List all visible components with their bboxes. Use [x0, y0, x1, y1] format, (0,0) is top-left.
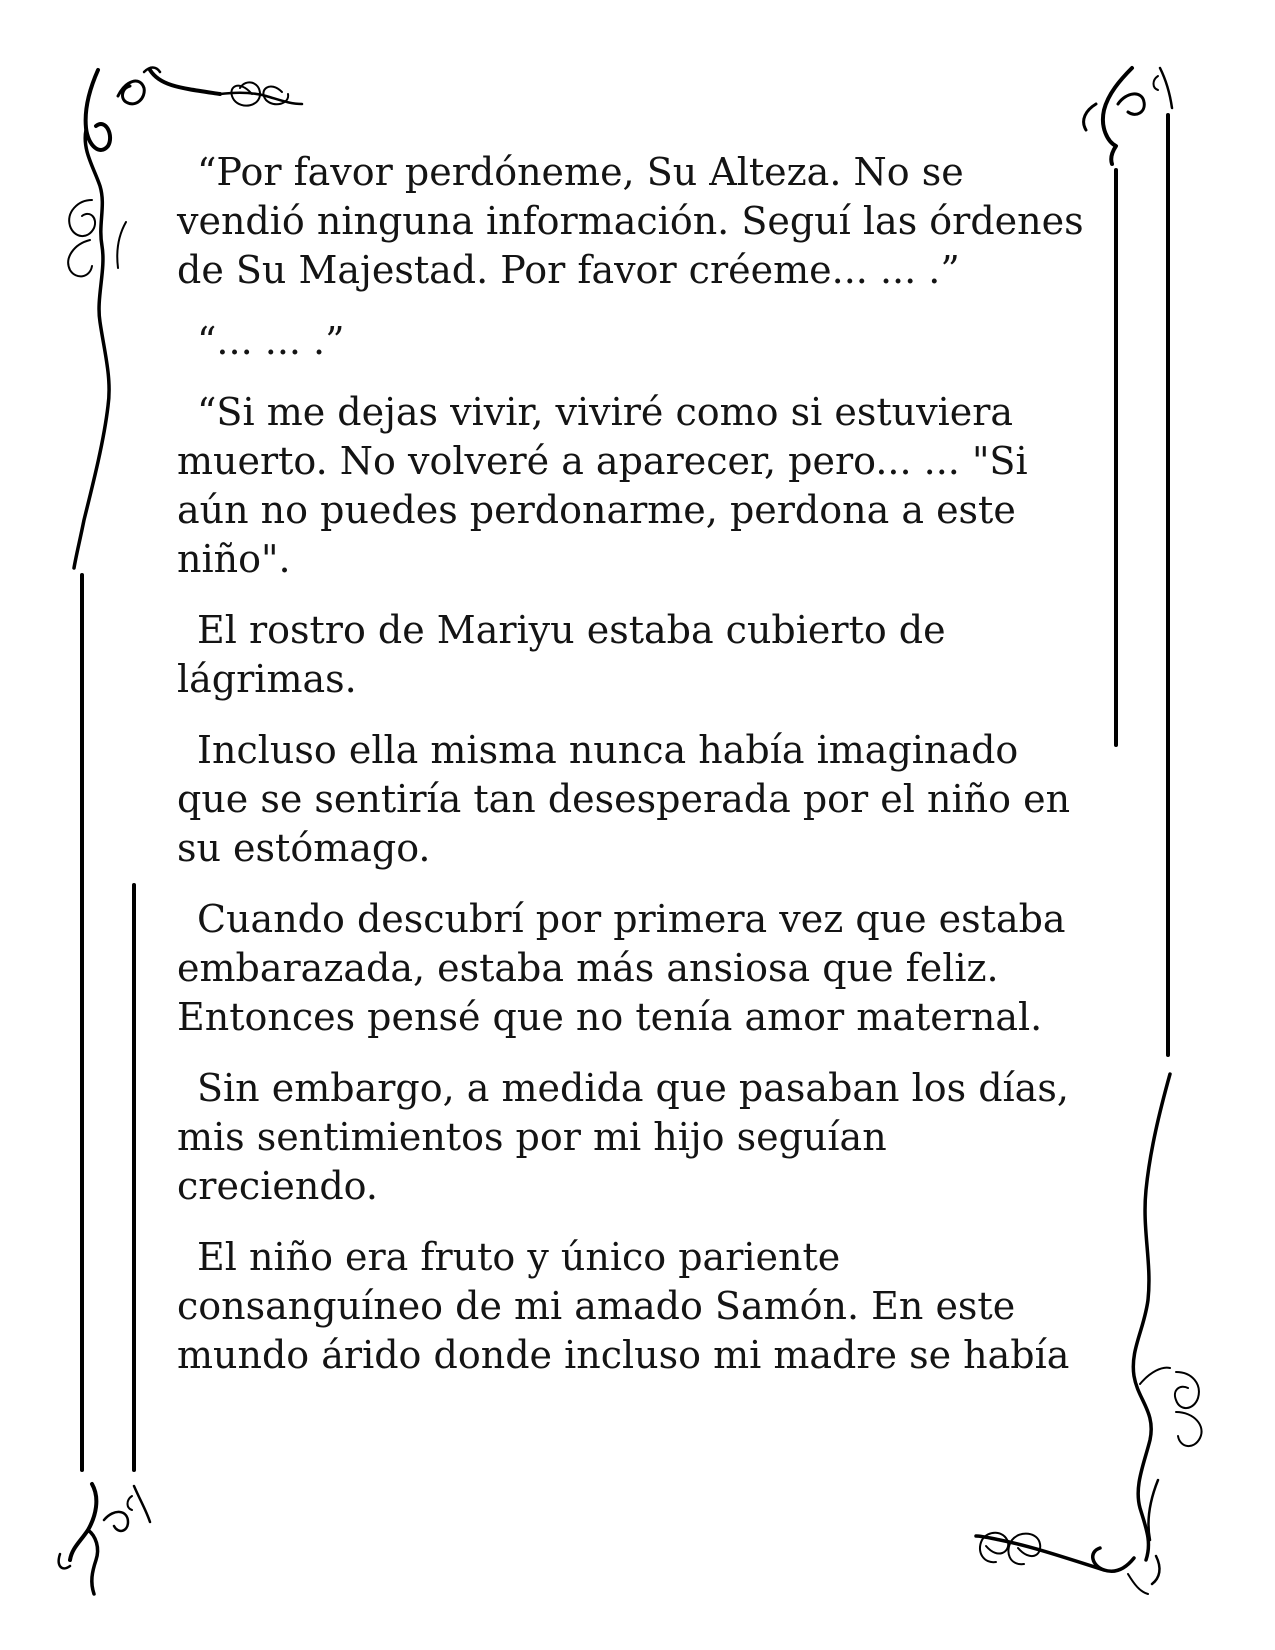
paragraph-5: Incluso ella misma nunca había imaginado que se sentiría tan desesperada por el niño en su estómago. — [177, 728, 1071, 870]
paragraph-3: “Si me dejas vivir, viviré como si estuviera muerto. No volveré a aparecer, pero... ... "Si aún no puedes perdonarme, perdona a este niño". — [177, 390, 1028, 581]
body-text — [177, 148, 1092, 1402]
paragraph-4: El rostro de Mariyu estaba cubierto de lágrimas. — [177, 608, 946, 701]
paragraph-2: “... ... .” — [197, 319, 345, 363]
bottom-left-flourish — [59, 1484, 150, 1594]
paragraph-6: Cuando descubrí por primera vez que estaba embarazada, estaba más ansiosa que feliz. Entonces pensé que no tenía amor maternal. — [177, 897, 1066, 1039]
paragraph-7: Sin embargo, a medida que pasaban los días, mis sentimientos por mi hijo seguían creciendo. — [177, 1066, 1069, 1208]
paragraph-8: El niño era fruto y único pariente consanguíneo de mi amado Samón. En este mundo árido donde incluso mi madre se había — [177, 1235, 1070, 1377]
paragraph-1: “Por favor perdóneme, Su Alteza. No se vendió ninguna información. Seguí las órdenes de Su Majestad. Por favor créeme... ... .” — [177, 150, 1084, 292]
top-right-flourish — [1084, 68, 1172, 164]
